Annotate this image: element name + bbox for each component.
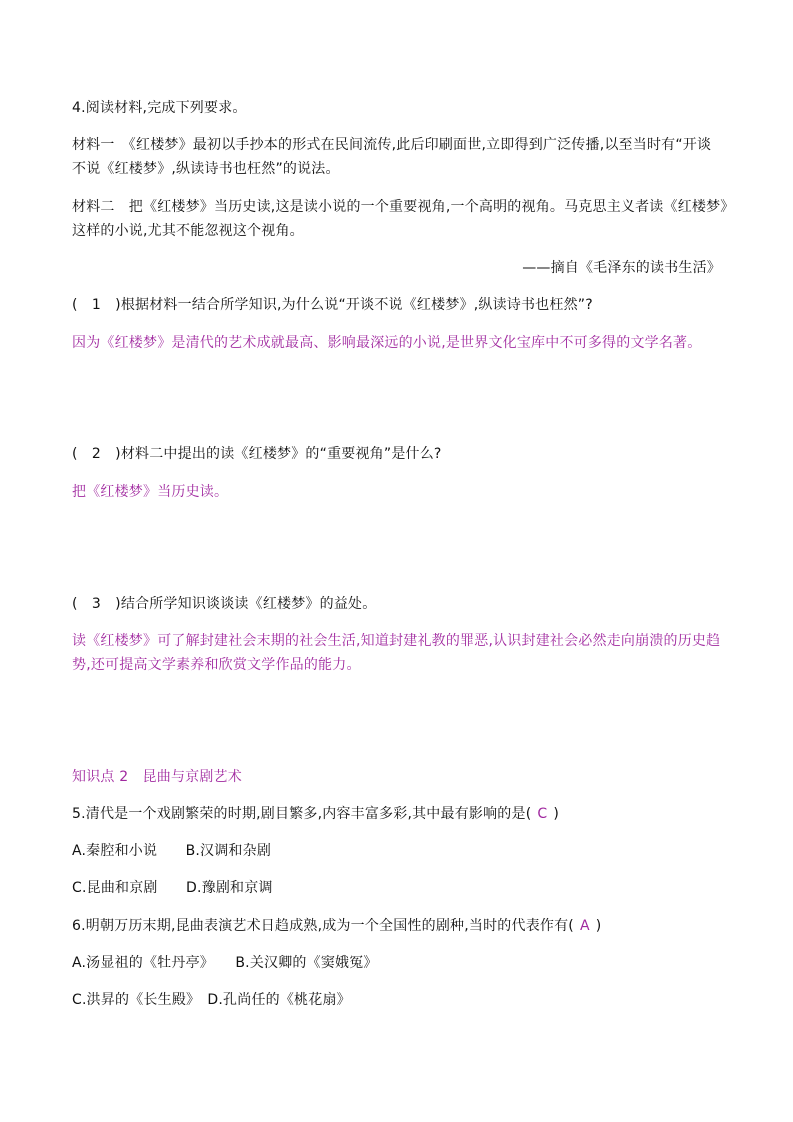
material-source: ——摘自《毛泽东的读书生活》: [522, 260, 721, 276]
material-2-line-1: 材料二 把《红楼梦》当历史读,这是读小说的一个重要视角,一个高明的视角。马克思主义者读《红楼梦》: [72, 199, 735, 215]
question-5-options-cd: C.昆曲和京剧 D.豫剧和京调: [72, 880, 273, 896]
question-6-stem: [72, 915, 601, 937]
question-6-options-ab: A.汤显祖的《牡丹亭》 B.关汉卿的《窦娥冤》: [72, 955, 378, 971]
question-6-answer: A: [579, 918, 590, 934]
sub-question-3: ( 3 )结合所学知识谈谈读《红楼梦》的益处。: [72, 596, 377, 612]
question-4-stem: 4.阅读材料,完成下列要求。: [72, 100, 247, 116]
section-title: 知识点 2 昆曲与京剧艺术: [72, 769, 242, 785]
question-5-options-ab: A.秦腔和小说 B.汉调和杂剧: [72, 843, 272, 859]
question-5-close: ): [553, 806, 560, 822]
sub-question-2: ( 2 )材料二中提出的读《红楼梦》的“重要视角”是什么?: [72, 446, 442, 462]
material-1-line-2: 不说《红楼梦》,纵读诗书也枉然”的说法。: [72, 161, 340, 177]
sub-answer-3-line-1: 读《红楼梦》可了解封建社会末期的社会生活,知道封建礼教的罪恶,认识封建社会必然走向崩溃的历史趋: [72, 633, 721, 649]
material-2-line-2: 这样的小说,尤其不能忽视这个视角。: [72, 223, 304, 239]
question-6-text: 6.明朝万历末期,昆曲表演艺术日趋成熟,成为一个全国性的剧种,当时的代表作有(: [72, 918, 574, 934]
sub-answer-2: 把《红楼梦》当历史读。: [72, 484, 229, 500]
question-5-stem: [72, 803, 559, 825]
question-5-text: 5.清代是一个戏剧繁荣的时期,剧目繁多,内容丰富多彩,其中最有影响的是(: [72, 806, 532, 822]
sub-answer-1: 因为《红楼梦》是清代的艺术成就最高、影响最深远的小说,是世界文化宝库中不可多得的文学名著。: [72, 335, 702, 351]
sub-question-1: ( 1 )根据材料一结合所学知识,为什么说“开谈不说《红楼梦》,纵读诗书也枉然”?: [72, 297, 593, 313]
material-1-line-1: 材料一 《红楼梦》最初以手抄本的形式在民间流传,此后印刷面世,立即得到广泛传播,以至当时有“开谈: [72, 137, 712, 153]
question-6-options-cd: C.洪昇的《长生殿》 D.孔尚任的《桃花扇》: [72, 992, 351, 1008]
sub-answer-3-line-2: 势,还可提高文学素养和欣赏文学作品的能力。: [72, 657, 361, 673]
question-6-close: ): [595, 918, 602, 934]
question-5-answer: C: [537, 806, 548, 822]
